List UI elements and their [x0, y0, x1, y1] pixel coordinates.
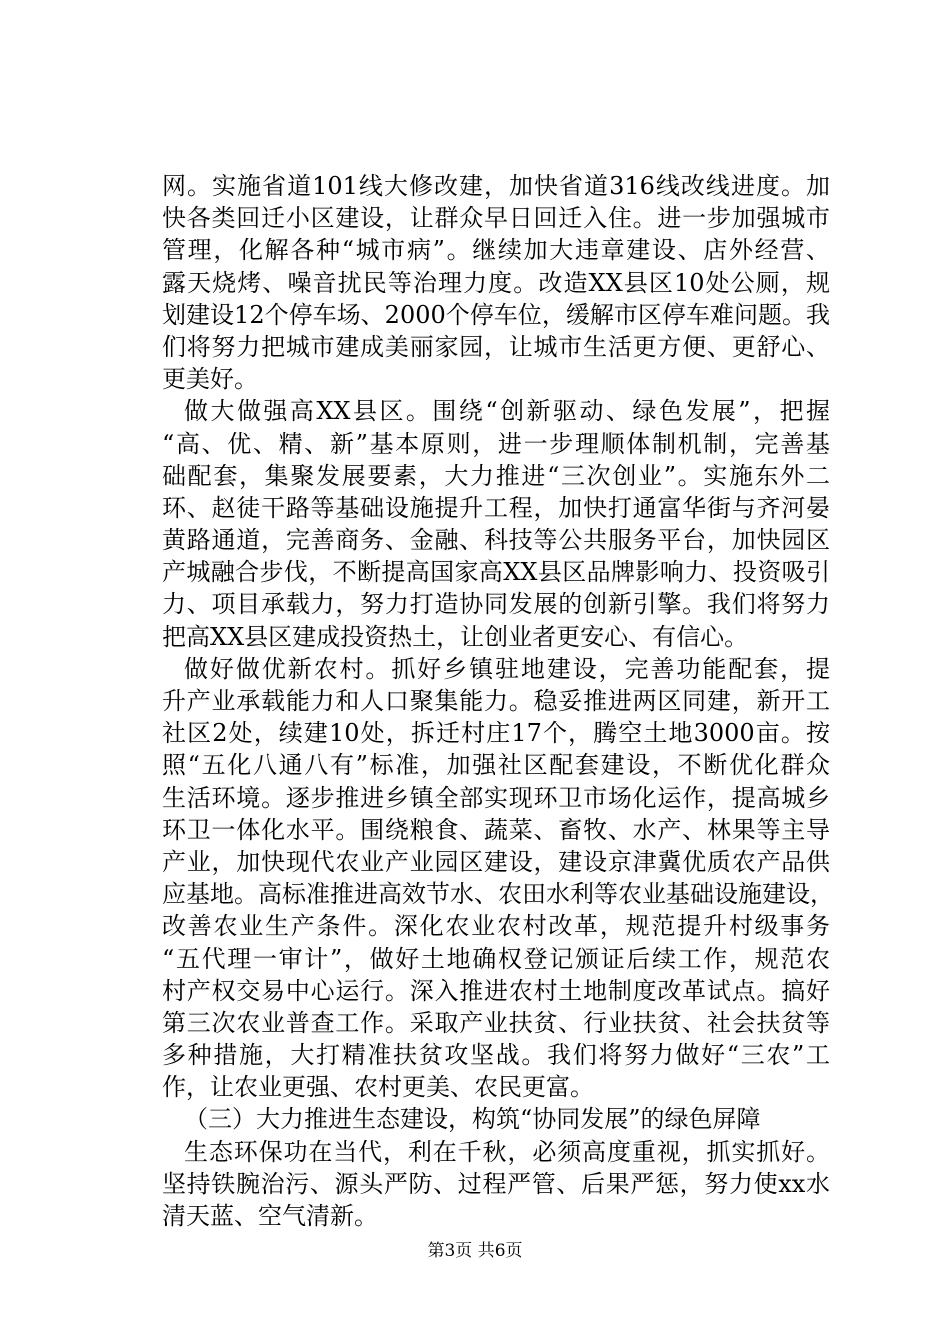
text-line: 村产权交易中心运行。深入推进农村土地制度改革试点。搞好	[162, 976, 830, 1005]
text-line: 更美好。	[162, 365, 258, 394]
text-line: 应基地。高标准推进高效节水、农田水利等农业基础设施建设，	[162, 880, 834, 909]
text-line: 环卫一体化水平。围绕粮食、蔬菜、畜牧、水产、林果等主导	[162, 815, 830, 844]
text-line: 露天烧烤、噪音扰民等治理力度。改造XX县区10处公厕，规	[162, 268, 830, 297]
text-line: 们将努力把城市建成美丽家园，让城市生活更方便、更舒心、	[162, 332, 830, 361]
text-line: 力、项目承载力，努力打造协同发展的创新引擎。我们将努力	[162, 590, 830, 619]
text-line: “高、优、精、新”基本原则，进一步理顺体制机制，完善基	[162, 429, 830, 458]
text-line: 把高XX县区建成投资热土，让创业者更安心、有信心。	[162, 622, 749, 651]
text-line: 础配套，集聚发展要素，大力推进“三次创业”。实施东外二	[162, 461, 830, 490]
text-line: 黄路通道，完善商务、金融、科技等公共服务平台，加快园区	[162, 526, 830, 555]
text-line: 升产业承载能力和人口聚集能力。稳妥推进两区同建，新开工	[162, 687, 830, 715]
text-line: 产城融合步伐，不断提高国家高XX县区品牌影响力、投资吸引	[162, 558, 830, 587]
text-line: “五代理一审计”，做好土地确权登记颁证后续工作，规范农	[162, 944, 830, 973]
text-line: 管理，化解各种“城市病”。继续加大违章建设、店外经营、	[162, 236, 830, 265]
paragraph-start-line: 做好做优新农村。抓好乡镇驻地建设，完善功能配套，提	[184, 654, 830, 683]
text-line: 第三次农业普查工作。采取产业扶贫、行业扶贫、社会扶贫等	[162, 1008, 830, 1037]
text-line: 网。实施省道101线大修改建，加快省道316线改线进度。加	[162, 172, 830, 200]
text-line: 环、赵徒干路等基础设施提升工程，加快打通富华街与齐河晏	[162, 493, 830, 522]
section-heading: （三）大力推进生态建设，构筑“协同发展”的绿色屏障	[184, 1105, 761, 1134]
text-line: 作，让农业更强、农村更美、农民更富。	[162, 1073, 594, 1102]
text-line: 快各类回迁小区建设，让群众早日回迁入住。进一步加强城市	[162, 204, 830, 233]
text-line: 多种措施，大打精准扶贫攻坚战。我们将努力做好“三农”工	[162, 1041, 830, 1070]
text-line: 照“五化八通八有”标准，加强社区配套建设，不断优化群众	[162, 751, 830, 780]
text-line: 划建设12个停车场、2000个停车位，缓解市区停车难问题。我	[162, 300, 830, 329]
page-number-footer: 第3页 共6页	[427, 1241, 523, 1261]
text-line: 社区2处，续建10处，拆迁村庄17个，腾空土地3000亩。按	[162, 719, 830, 748]
text-line: 生活环境。逐步推进乡镇全部实现环卫市场化运作，提高城乡	[162, 783, 830, 812]
document-body	[162, 170, 834, 1232]
paragraph-start-line: 生态环保功在当代，利在千秋，必须高度重视，抓实抓好。	[184, 1137, 830, 1166]
text-line: 改善农业生产条件。深化农业农村改革，规范提升村级事务	[162, 912, 830, 941]
text-line: 坚持铁腕治污、源头严防、过程严管、后果严惩，努力使xx水	[162, 1169, 830, 1198]
text-line: 清天蓝、空气清新。	[162, 1202, 378, 1230]
text-line: 产业，加快现代农业产业园区建设，建设京津冀优质农产品供	[162, 847, 830, 876]
paragraph-start-line: 做大做强高XX县区。围绕“创新驱动、绿色发展”，把握	[184, 397, 830, 426]
